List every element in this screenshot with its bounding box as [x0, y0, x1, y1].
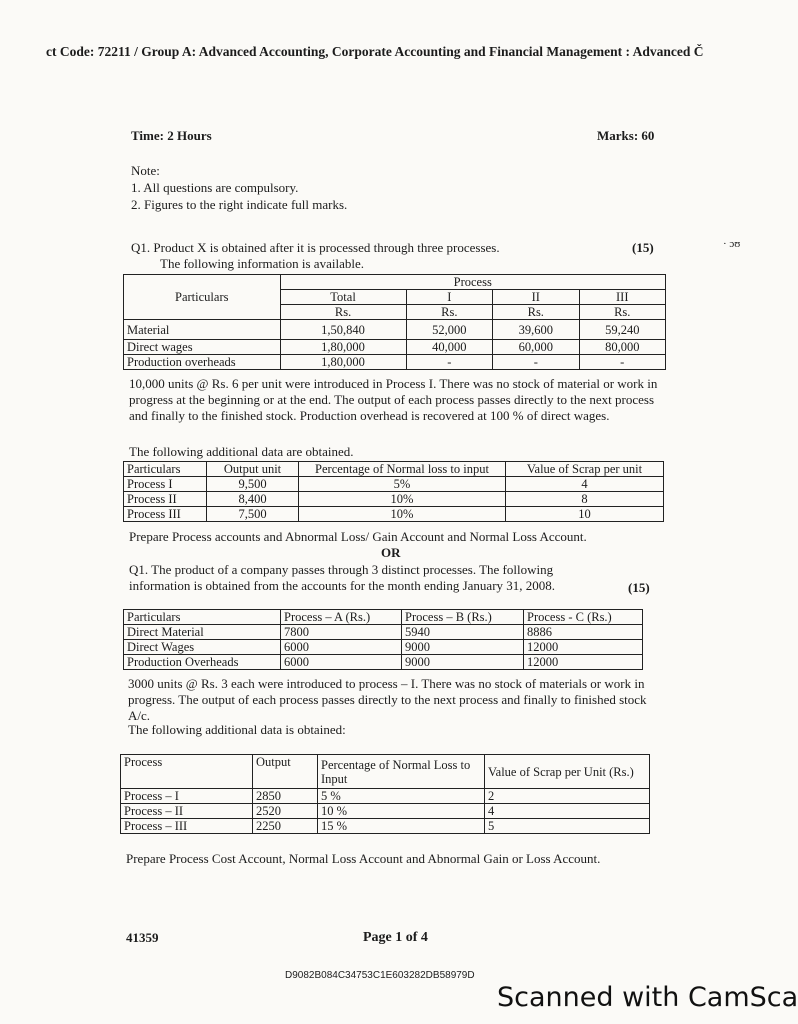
cell: 8,400 [207, 492, 299, 507]
cell: 5% [299, 477, 506, 492]
q1-marks: (15) [632, 240, 654, 255]
cell: 80,000 [579, 340, 666, 355]
unit-cell: Rs. [493, 305, 579, 320]
margin-mark: · ɔʊ [723, 238, 741, 250]
header-cell: Percentage of Normal loss to input [299, 462, 506, 477]
marks-label: Marks: 60 [597, 128, 655, 143]
q1-paragraph: 10,000 units @ Rs. 6 per unit were introduced in Process I. There was no stock of material or work in progress at the beginning or at the end. The output of each process passes directly to the next process and finally to the finished stock. Production overhead is recovered at 100 % of direct wages. [129, 376, 658, 423]
paper-code: 41359 [126, 930, 159, 945]
cell: - [579, 355, 666, 370]
header-process-iii: III [579, 290, 666, 305]
cell: 10% [299, 492, 506, 507]
cell: 5 % [318, 789, 485, 804]
header-total: Total [280, 290, 406, 305]
header-cell: Output [253, 755, 318, 789]
cell: 2250 [253, 819, 318, 834]
cell: 1,80,000 [280, 340, 406, 355]
table-row [124, 320, 666, 340]
cell: Process – II [121, 804, 253, 819]
header-cell: Output unit [207, 462, 299, 477]
header-cell: Value of Scrap per unit [506, 462, 664, 477]
unit-cell: Rs. [579, 305, 666, 320]
cell: 10 % [318, 804, 485, 819]
q1b-line1: Q1. The product of a company passes through 3 distinct processes. The following [129, 562, 554, 577]
cell: Direct Wages [124, 640, 281, 655]
cell: Material [124, 320, 281, 340]
note-item: 1. All questions are compulsory. [131, 180, 299, 195]
cell: 5 [485, 819, 650, 834]
header-cell: Value of Scrap per Unit (Rs.) [485, 755, 650, 789]
table-row [124, 355, 666, 370]
table-row [121, 804, 650, 819]
cell: Process – I [121, 789, 253, 804]
cell: 15 % [318, 819, 485, 834]
unit-cell: Rs. [406, 305, 492, 320]
cell: - [493, 355, 579, 370]
note-item: 2. Figures to the right indicate full marks. [131, 197, 348, 212]
cell: Process I [124, 477, 207, 492]
cell: 4 [506, 477, 664, 492]
cell: 10% [299, 507, 506, 522]
cell: 59,240 [579, 320, 666, 340]
header-cell: Particulars [124, 610, 281, 625]
cell: 2520 [253, 804, 318, 819]
header-particulars: Particulars [124, 275, 281, 320]
q1-line2: The following information is available. [160, 256, 364, 271]
table-row [124, 655, 643, 670]
document-hash: D9082B084C34753C1E603282DB58979D [285, 970, 475, 981]
header-cell: Process – B (Rs.) [402, 610, 524, 625]
cell: 12000 [524, 640, 643, 655]
table-row [121, 789, 650, 804]
note-title: Note: [131, 163, 160, 178]
q1b-additional: The following additional data is obtained: [128, 722, 346, 737]
table-row [124, 477, 664, 492]
q1b-paragraph: 3000 units @ Rs. 3 each were introduced to process – I. There was no stock of materials or work in progress. The output of each process passes directly to the next process and finally to finished stock A/c. [128, 676, 647, 723]
q1-additional: The following additional data are obtained. [129, 444, 354, 459]
scanner-watermark: Scanned with CamSca [497, 982, 798, 1013]
cell: Process – III [121, 819, 253, 834]
or-divider: OR [381, 545, 401, 560]
header-cell: Percentage of Normal Loss to Input [318, 755, 485, 789]
header-cell: Process – A (Rs.) [281, 610, 402, 625]
cell: Production overheads [124, 355, 281, 370]
cell: 1,50,840 [280, 320, 406, 340]
q1-line1: Q1. Product X is obtained after it is processed through three processes. [131, 240, 500, 255]
header-process-ii: II [493, 290, 579, 305]
cell: 6000 [281, 640, 402, 655]
cell: 40,000 [406, 340, 492, 355]
cell: 60,000 [493, 340, 579, 355]
header-process: Process [280, 275, 666, 290]
q1b-marks: (15) [628, 580, 650, 595]
q1b-loss-table [120, 754, 650, 834]
q1b-line2: information is obtained from the accounts for the month ending January 31, 2008. [129, 578, 556, 593]
header-cell: Process [121, 755, 253, 789]
cell: Production Overheads [124, 655, 281, 670]
table-row [124, 507, 664, 522]
header-process-i: I [406, 290, 492, 305]
header-cell: Particulars [124, 462, 207, 477]
q1-cost-table [123, 274, 666, 370]
page-number: Page 1 of 4 [363, 930, 428, 945]
cell: 9000 [402, 640, 524, 655]
cell: 9000 [402, 655, 524, 670]
cell: 6000 [281, 655, 402, 670]
table-row [121, 819, 650, 834]
cell: 2850 [253, 789, 318, 804]
table-row [124, 640, 643, 655]
cell: 7800 [281, 625, 402, 640]
q1-prepare: Prepare Process accounts and Abnormal Loss/ Gain Account and Normal Loss Account. [129, 529, 587, 544]
cell: 4 [485, 804, 650, 819]
cell: 39,600 [493, 320, 579, 340]
cell: Direct Material [124, 625, 281, 640]
cell: 52,000 [406, 320, 492, 340]
cell: Direct wages [124, 340, 281, 355]
q1b-cost-table [123, 609, 643, 670]
cell: 2 [485, 789, 650, 804]
cell: 8886 [524, 625, 643, 640]
cell: 8 [506, 492, 664, 507]
paper-header: ct Code: 72211 / Group A: Advanced Accounting, Corporate Accounting and Financial Management : Advanced Č [46, 44, 704, 59]
cell: Process II [124, 492, 207, 507]
cell: 9,500 [207, 477, 299, 492]
cell: 1,80,000 [280, 355, 406, 370]
cell: 7,500 [207, 507, 299, 522]
table-row [124, 340, 666, 355]
q1b-prepare: Prepare Process Cost Account, Normal Loss Account and Abnormal Gain or Loss Account. [126, 851, 601, 866]
table-row [124, 492, 664, 507]
note-block [131, 162, 347, 213]
cell: - [406, 355, 492, 370]
table-row [124, 625, 643, 640]
header-cell: Process - C (Rs.) [524, 610, 643, 625]
unit-cell: Rs. [280, 305, 406, 320]
cell: 12000 [524, 655, 643, 670]
time-label: Time: 2 Hours [131, 128, 212, 143]
cell: Process III [124, 507, 207, 522]
q1-loss-table [123, 461, 664, 522]
cell: 10 [506, 507, 664, 522]
cell: 5940 [402, 625, 524, 640]
